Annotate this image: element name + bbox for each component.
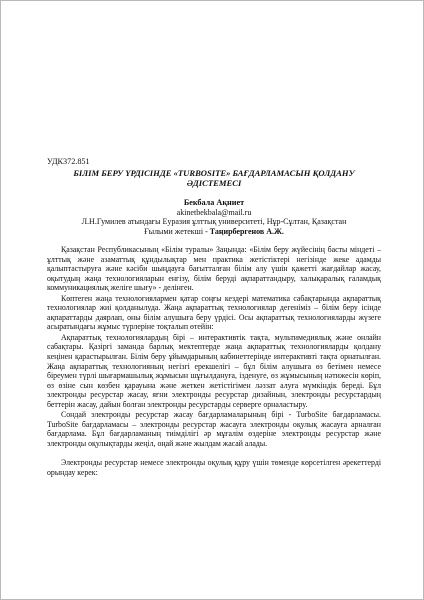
- udc-code: УДК372.851: [47, 157, 90, 166]
- author-affiliation: Л.Н.Гумилев атындағы Еуразия ұлттық университеті, Нұр-Сұлтан, Қазақстан: [81, 217, 347, 227]
- advisor-name: Таңирбергенов А.Ж.: [209, 227, 284, 237]
- advisor-line: [47, 227, 381, 237]
- paragraph-gap: [47, 449, 381, 458]
- paragraph: Ақпараттық технологиялардың бірі – интерактивтік тақта, мультимедиялық және онлайн сабақтары. Қазіргі заманда барлық мектептерде жаңа ақпараттық технологияларды қолдану кеңінен қарастырылған. Білім беру ұйымдарының кабинеттерінде интерактивті тақта орнатылған. Жаңа ақпараттық технологияның негізгі ерекшелігі – бұл білім алушыға өз бетімен немесе біреумен түрлі шығармашылық жұмысын шұғылдануға, ізденуге, өз жұмысының нәтижесін көріп, өз өзіне сын көзбен қарауына және жеткен жетістігімен ләззат алуға мүмкіндік береді. Бұл электронды ресурстар жасау, яғни электронды ресурстар дизайнын, электронды ресурстардың беттерін жасау, дайын болған электронды ресурстарды серверге орналастыру.: [47, 332, 381, 409]
- paragraph: Көптеген жаңа технологиялармен қатар соңғы кездері математика сабақтарында ақпараттық технологиялар жиі қолданылуда. Жаңа ақпараттық технологиялар дегеніміз – білім беру ісінде ақпараттарды даярлап, оны білім алушыға беру үрдісі. Осы ақпараттық технологияларды жүзеге асыратындағы жұмыс түрлеріне тоқталып өтейін:: [47, 293, 381, 332]
- paragraph: Сондай электронды ресурстар жасау бағдарламаларының бірі - TurboSite бағдарламасы. TurboSite бағдарламасы – электронды ресурстар жасауға электронды оқулық жасауға арналған бағдарлама. Бұл бағдарламаның тиімділігі әр мұғалім өздеріне электронды ресурстар және электронды оқулықтарды жеңіл, оңай және жылдам жасай алады.: [47, 410, 381, 448]
- author-email: akinetbekbala@mail.ru: [176, 207, 252, 217]
- article-body: [47, 157, 381, 479]
- paragraph: Қазақстан Республикасының «Білім туралы» Заңында: «Білім беру жүйесінің басты міндеті – ұлттық және азаматтық құндылықтар мен практика жетістіктері негізінде жеке адамды қалыптастыруға және кәсіби шыңдауға бағытталған білім алу үшін қажетті жағдайлар жасау, оқытудың жаңа технологияларын енгізу, білім беруді ақпараттандыру, халықаралық ғаламдық коммуникациялық желіге шығу» - делінген.: [47, 245, 381, 293]
- article-title: БІЛІМ БЕРУ ҮРДІСІНДЕ «TURBOSITE» БАҒДАРЛАМАСЫН ҚОЛДАНУ ӘДІСТЕМЕСІ: [73, 168, 355, 189]
- author-name: Бекбала Ақниет: [183, 197, 245, 207]
- advisor-label: Ғылыми жетекші -: [144, 227, 210, 237]
- paragraph: Электронды ресурстар немесе электронды оқулық құру үшін төменде көрсетілген әрекеттерді орындау керек:: [47, 458, 381, 478]
